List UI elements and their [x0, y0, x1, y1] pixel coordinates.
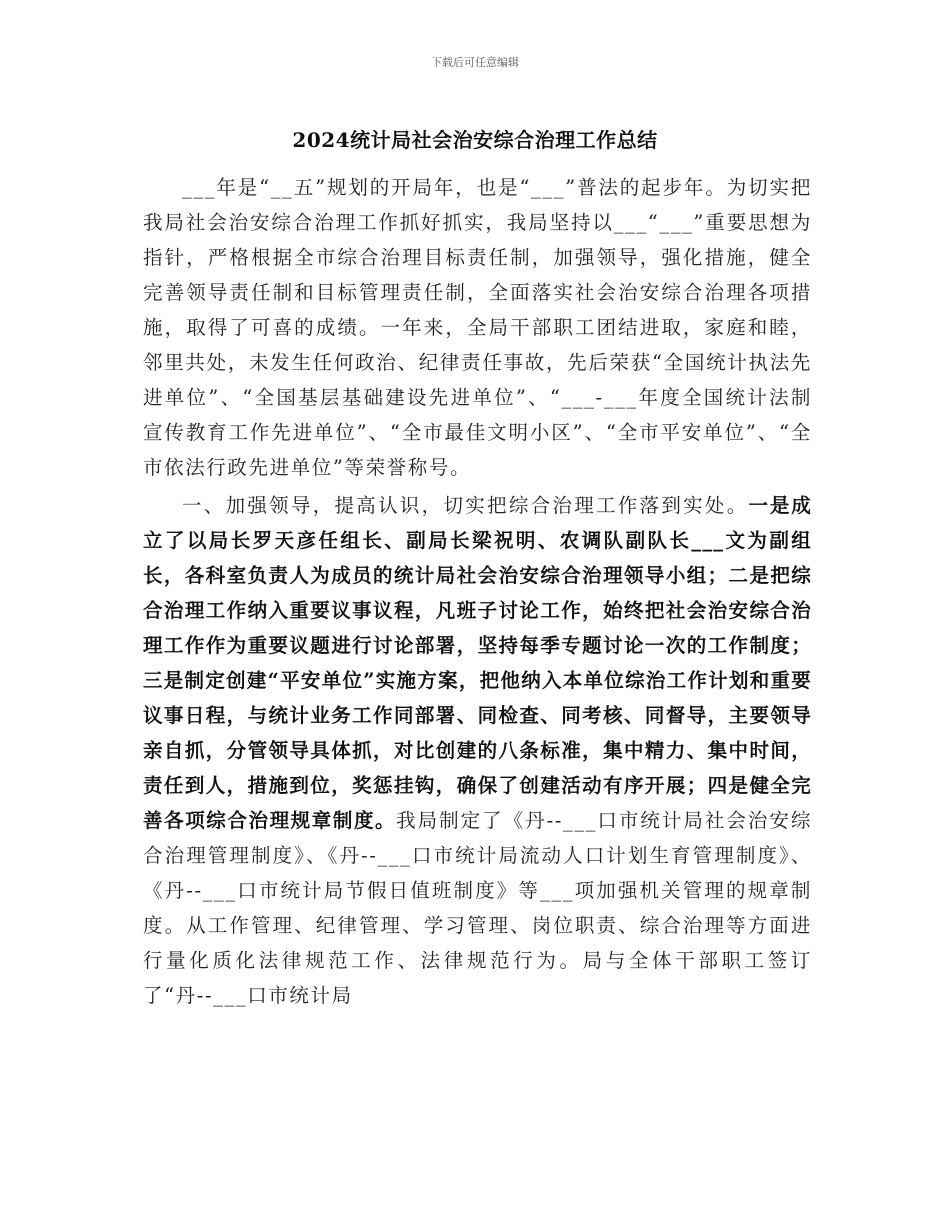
- section-1-tail-text: 我局制定了《丹--___口市统计局社会治安综合治理管理制度》、《丹--___口市统计局流动人口计划生育管理制度》、《丹--___口市统计局节假日值班制度》等___项加强机关管理的规章制度。从工作管理、纪律管理、学习管理、岗位职责、综合治理等方面进行量化质化法律规范工作、法律规范行为。局与全体干部职工签订了“丹--___口市统计局: [143, 809, 812, 1007]
- document-body: [143, 170, 812, 1013]
- paragraph-intro: ___年是“__五”规划的开局年，也是“___”普法的起步年。为切实把我局社会治安综合治理工作抓好抓实，我局坚持以___“___”重要思想为指针，严格根据全市综合治理目标责任制，加强领导，强化措施，健全完善领导责任制和目标管理责任制，全面落实社会治安综合治理各项措施，取得了可喜的成绩。一年来，全局干部职工团结进取，家庭和睦，邻里共处，未发生任何政治、纪律责任事故，先后荣获“全国统计执法先进单位”、“全国基层基础建设先进单位”、“___-___年度全国统计法制宣传教育工作先进单位”、“全市最佳文明小区”、“全市平安单位”、“全市依法行政先进单位”等荣誉称号。: [143, 176, 812, 479]
- section-1-heading: 一、加强领导，提高认识，切实把综合治理工作落到实处。: [182, 494, 749, 517]
- section-1-bold-text: 一是成立了以局长罗天彦任组长、副局长梁祝明、农调队副队长___文为副组长，各科室负责人为成员的统计局社会治安综合治理领导小组；二是把综合治理工作纳入重要议事议程，凡班子讨论工作，始终把社会治安综合治理工作作为重要议题进行讨论部署，坚持每季专题讨论一次的工作制度；三是制定创建“平安单位”实施方案，把他纳入本单位综治工作计划和重要议事日程，与统计业务工作同部署、同检查、同考核、同督导，主要领导亲自抓，分管领导具体抓，对比创建的八条标准，集中精力、集中时间，责任到人，措施到位，奖惩挂钩，确保了创建活动有序开展；四是健全完善各项综合治理规章制度。: [143, 494, 812, 832]
- paragraph-section-1: [143, 488, 812, 1013]
- header-note: 下载后可任意编辑: [431, 56, 519, 69]
- document-title: 2024统计局社会治安综合治理工作总结: [292, 128, 658, 152]
